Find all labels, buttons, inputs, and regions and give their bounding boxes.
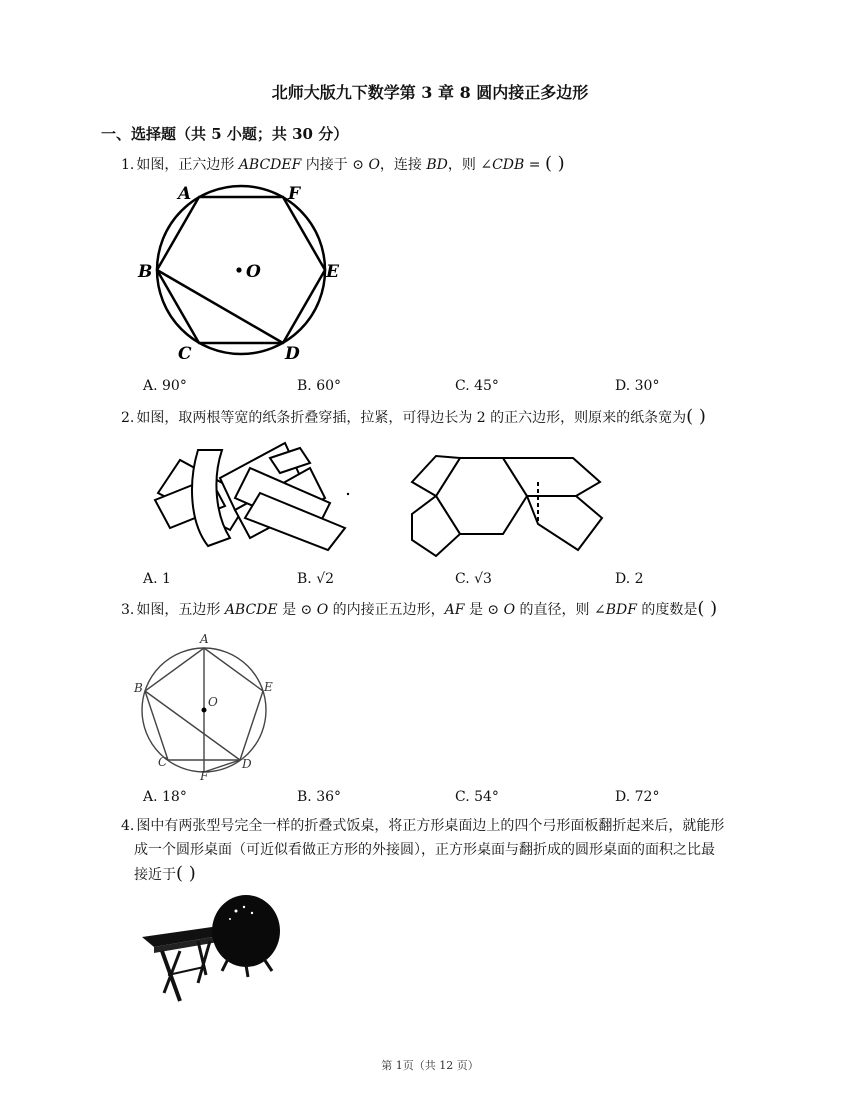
option-d[interactable]: D. 30° xyxy=(615,378,660,394)
question-text: 是 ⊙ xyxy=(277,602,317,618)
question-4-line-2: 成一个圆形桌面（可近似看做正方形的外接圆），正方形桌面与翻折成的圆形桌面的面积之比最 xyxy=(134,842,715,858)
answer-bracket: ( ) xyxy=(686,406,706,427)
center-point xyxy=(236,267,241,272)
question-number: 2. xyxy=(121,410,135,426)
hexagon-strips-figure xyxy=(408,452,608,557)
center-point xyxy=(202,708,207,713)
question-text: 如图，取两根等宽的纸条折叠穿插，拉紧，可得边长为 2 的正六边形，则原来的纸条宽为 xyxy=(136,410,687,426)
math-expr: ∠CDB = xyxy=(480,157,545,173)
question-3-text xyxy=(121,598,717,621)
page-title: 北师大版九下数学第 3 章 8 圆内接正多边形 xyxy=(271,83,589,102)
label-a: A xyxy=(200,632,209,646)
option-c[interactable]: C. √3 xyxy=(455,571,492,587)
math-expr: ABCDEF xyxy=(238,157,302,173)
stray-dot xyxy=(347,493,349,495)
folding-tables-photo xyxy=(140,893,290,1005)
segment-fd xyxy=(204,760,240,772)
option-c[interactable]: C. 54° xyxy=(455,789,499,805)
question-text: 如图，五边形 xyxy=(136,602,225,618)
question-text: 的内接正五边形， xyxy=(328,602,445,618)
option-d[interactable]: D. 72° xyxy=(615,789,660,805)
square-table xyxy=(142,927,224,1001)
answer-bracket: ( ) xyxy=(176,863,196,884)
segment-bd xyxy=(157,270,283,343)
question-text: 内接于 ⊙ xyxy=(301,157,369,173)
label-c: C xyxy=(178,344,192,364)
label-f: F xyxy=(200,769,209,783)
question-text: 图中有两张型号完全一样的折叠式饭桌，将正方形桌面边上的四个弓形面板翻折起来后，就能形 xyxy=(136,818,725,834)
question-text: 的度数是 xyxy=(636,602,698,618)
question-1-text xyxy=(121,153,565,176)
question-4-line-1 xyxy=(121,815,724,837)
answer-bracket: ( ) xyxy=(544,153,565,174)
label-a: A xyxy=(178,184,192,204)
hexagon-figure xyxy=(130,180,360,370)
math-expr: ABCDE xyxy=(224,602,278,618)
math-expr: BD xyxy=(426,157,448,173)
label-f: F xyxy=(288,184,301,204)
label-d: D xyxy=(285,344,300,364)
question-number: 4. xyxy=(121,818,135,834)
question-4-line-3 xyxy=(134,863,196,886)
math-expr: O xyxy=(316,602,329,618)
question-text: 的直径，则 xyxy=(515,602,594,618)
label-c: C xyxy=(158,755,168,769)
option-c[interactable]: C. 45° xyxy=(455,378,499,394)
question-number: 3. xyxy=(121,602,135,618)
label-b: B xyxy=(134,681,143,695)
label-e: E xyxy=(264,680,273,694)
option-d[interactable]: D. 2 xyxy=(615,571,644,587)
math-expr: ∠BDF xyxy=(593,602,637,618)
label-o: O xyxy=(246,262,261,282)
question-text: 是 ⊙ xyxy=(464,602,504,618)
round-table xyxy=(212,895,280,977)
folded-strips-figure xyxy=(150,438,360,553)
question-text: 接近于 xyxy=(134,867,176,883)
section-heading: 一、选择题（共 5 小题；共 30 分） xyxy=(101,125,349,143)
label-d: D xyxy=(242,757,252,771)
math-expr: O xyxy=(368,157,380,173)
question-text: 如图，正六边形 xyxy=(136,157,239,173)
label-b: B xyxy=(138,262,153,282)
math-expr: AF xyxy=(444,602,465,618)
question-text: ，则 xyxy=(447,157,481,173)
question-text: ，连接 xyxy=(379,157,427,173)
segment-bd xyxy=(145,691,240,760)
answer-bracket: ( ) xyxy=(697,598,718,619)
option-b[interactable]: B. √2 xyxy=(297,571,335,587)
label-o: O xyxy=(208,695,218,709)
label-e: E xyxy=(326,262,339,282)
option-a[interactable]: A. 1 xyxy=(143,571,171,587)
pentagon-figure xyxy=(130,628,280,788)
question-number: 1. xyxy=(121,157,135,173)
option-b[interactable]: B. 36° xyxy=(297,789,342,805)
page-footer: 第 1页（共 12 页） xyxy=(381,1059,479,1072)
math-expr: O xyxy=(503,602,516,618)
option-b[interactable]: B. 60° xyxy=(297,378,342,394)
question-2-text xyxy=(121,406,706,429)
option-a[interactable]: A. 90° xyxy=(143,378,187,394)
option-a[interactable]: A. 18° xyxy=(143,789,187,805)
